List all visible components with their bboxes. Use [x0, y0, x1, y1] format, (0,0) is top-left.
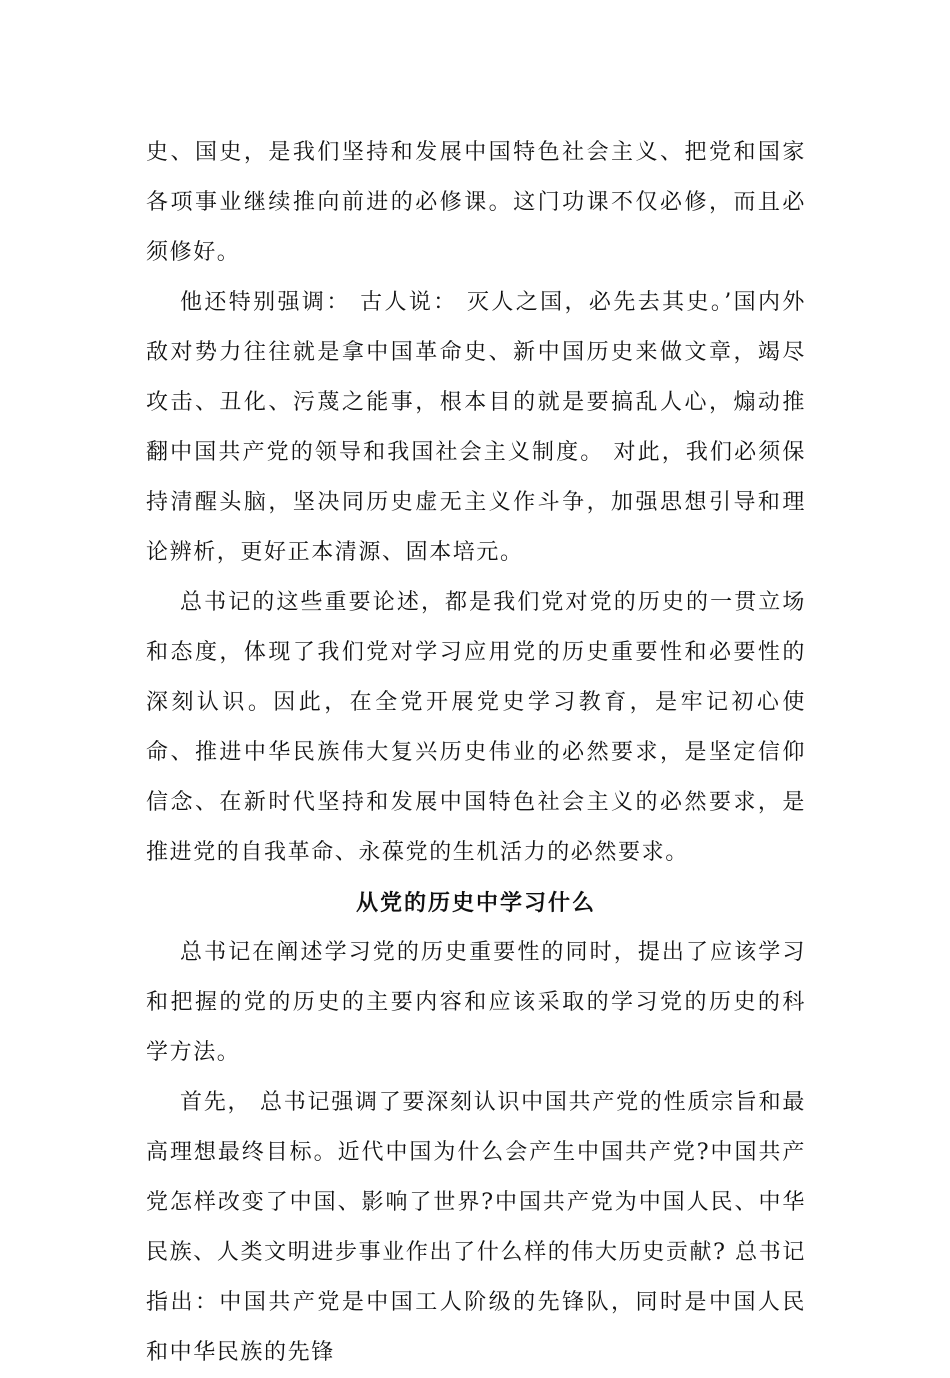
paragraph-continuation: 史、国史，是我们坚持和发展中国特色社会主义、把党和国家各项事业继续推向前进的必修课。这门功课不仅必修，而且必须修好。: [146, 140, 806, 265]
paragraph-quote-emphasis: 他还特别强调： 古人说： 灭人之国，必先去其史。’国内外敌对势力往往就是拿中国革命史、新中国历史来做文章，竭尽攻击、丑化、污蔑之能事，根本目的就是要搞乱人心，煽动推翻中国共产党的领导和我国社会主义制度。 对此，我们必须保持清醒头脑，坚决同历史虚无主义作斗争，加强思想引导和理论辨析，更好正本清源、固本培元。: [146, 290, 806, 565]
document-body: [146, 128, 806, 1378]
section-heading: 从党的历史中学习什么: [355, 890, 596, 916]
paragraph-conclusion: 总书记的这些重要论述，都是我们党对党的历史的一贯立场和态度，体现了我们党对学习应用党的历史重要性和必要性的深刻认识。因此，在全党开展党史学习教育，是牢记初心使命、推进中华民族伟大复兴历史伟业的必然要求，是坚定信仰信念、在新时代坚持和发展中国特色社会主义的必然要求，是推进党的自我革命、永葆党的生机活力的必然要求。: [146, 590, 806, 865]
paragraph-first-point: 首先， 总书记强调了要深刻认识中国共产党的性质宗旨和最高理想最终目标。近代中国为什么会产生中国共产党?中国共产党怎样改变了中国、影响了世界?中国共产党为中国人民、中华民族、人类文明进步事业作出了什么样的伟大历史贡献? 总书记指出：中国共产党是中国工人阶级的先锋队，同时是中国人民和中华民族的先锋: [146, 1090, 806, 1365]
paragraph-section-intro: 总书记在阐述学习党的历史重要性的同时，提出了应该学习和把握的党的历史的主要内容和应该采取的学习党的历史的科学方法。: [146, 940, 806, 1065]
